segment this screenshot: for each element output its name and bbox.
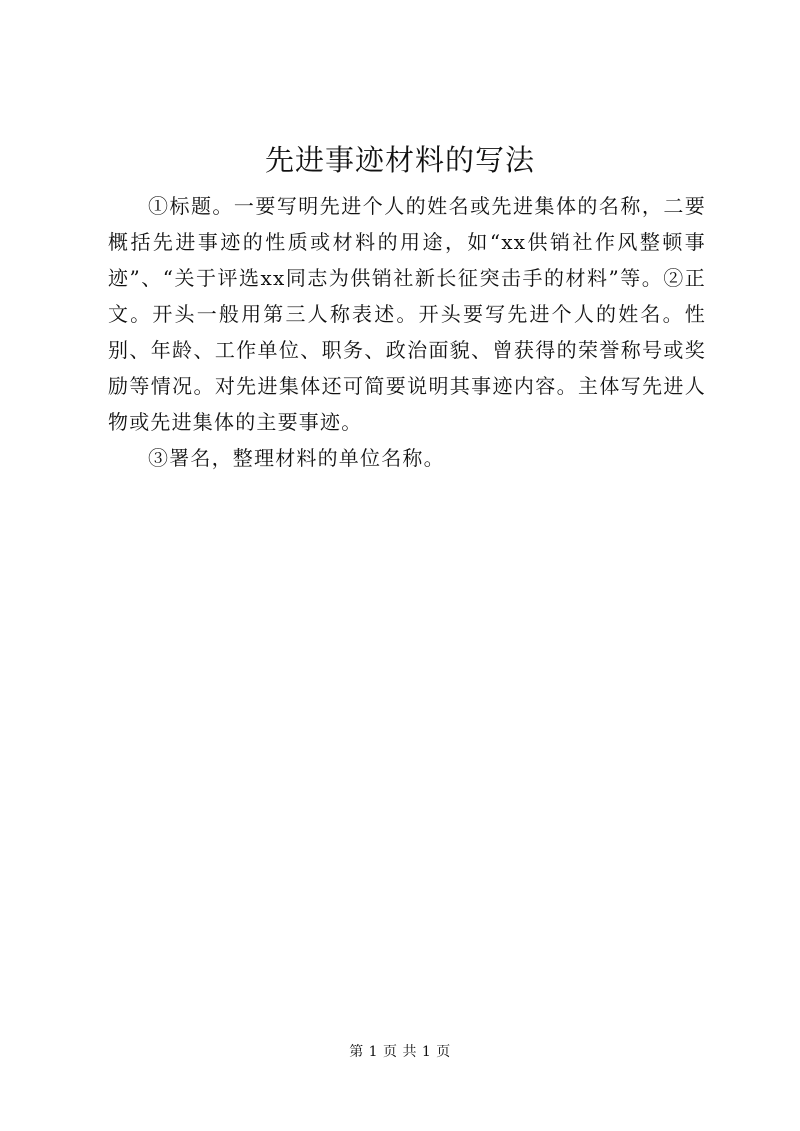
page-number-footer: 第 1 页 共 1 页 <box>349 1044 451 1060</box>
document-title: 先进事迹材料的写法 <box>264 143 535 177</box>
paragraph-2: ③署名，整理材料的单位名称。 <box>148 446 445 470</box>
document-body <box>108 188 706 476</box>
paragraph-1: ①标题。一要写明先进个人的姓名或先进集体的名称，二要概括先进事迹的性质或材料的用途，如“xx供销社作风整顿事迹”、“关于评选xx同志为供销社新长征突击手的材料”等。②正文。开头一般用第三人称表述。开头要写先进个人的姓名。性别、年龄、工作单位、职务、政治面貌、曾获得的荣誉称号或奖励等情况。对先进集体还可简要说明其事迹内容。主体写先进人物或先进集体的主要事迹。 <box>108 194 706 434</box>
